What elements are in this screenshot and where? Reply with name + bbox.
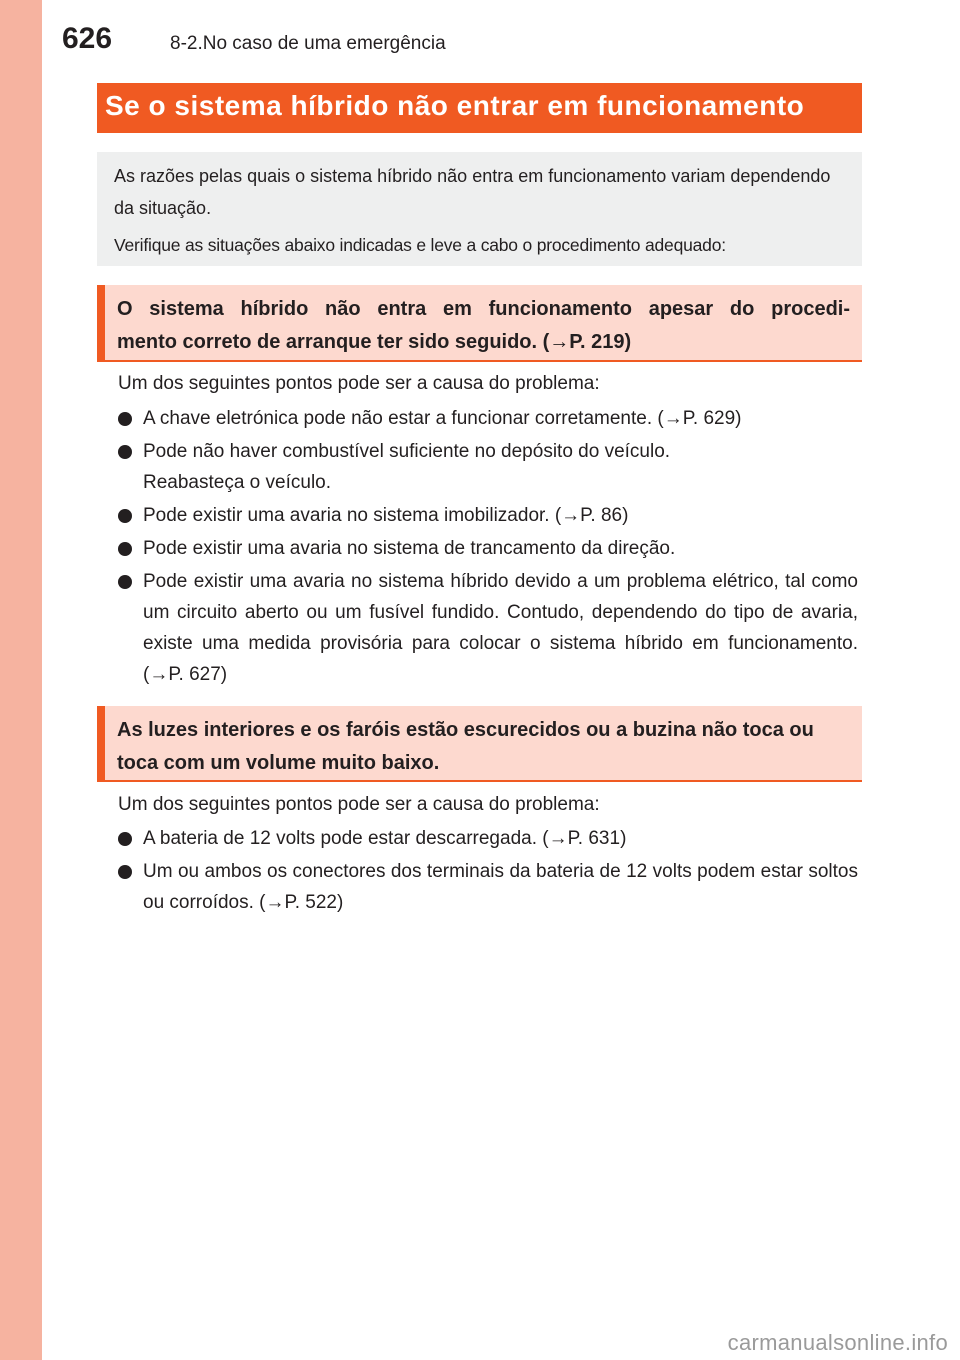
- section-lead: Um dos seguintes pontos pode ser a causa do problema:: [118, 794, 600, 815]
- bullet-icon: [118, 445, 132, 459]
- bullet-icon: [118, 509, 132, 523]
- list-item-text: Um ou ambos os conectores dos terminais da bateria de 12 volts podem estar soltos ou corroídos. (→P. 522): [143, 861, 858, 913]
- list-item-text: A chave eletrónica pode não estar a funcionar corretamente. (→P. 629): [143, 408, 742, 429]
- list-item-text: Pode não haver combustível suficiente no depósito do veículo.: [143, 441, 671, 462]
- bullet-icon: [118, 412, 132, 426]
- section-heading-line: mento correto de arranque ter sido seguido. (→P. 219): [117, 331, 632, 353]
- list-item: [118, 823, 858, 854]
- list-item: [118, 566, 858, 690]
- section-heading-line: O sistema híbrido não entra em funcionamento apesar do procedi-: [117, 298, 850, 320]
- section-heading-dim-lights: [97, 706, 862, 782]
- bullet-icon: [118, 832, 132, 846]
- page-number: 626: [62, 22, 113, 55]
- bullet-icon: [118, 575, 132, 589]
- section-lead: Um dos seguintes pontos pode ser a causa do problema:: [118, 373, 600, 394]
- section-heading-no-start: [97, 285, 862, 362]
- cause-list: [118, 403, 858, 692]
- list-item: [118, 403, 858, 434]
- chapter-title: 8-2.No caso de uma emergência: [170, 33, 446, 54]
- list-item-text: Reabasteça o veículo.: [143, 472, 332, 493]
- main-title: Se o sistema híbrido não entrar em funcionamento: [97, 83, 862, 133]
- side-color-strip: [0, 0, 42, 1360]
- bullet-icon: [118, 542, 132, 556]
- cause-list: [118, 823, 858, 920]
- intro-box: [97, 152, 862, 266]
- list-item: [118, 500, 858, 531]
- bullet-icon: [118, 865, 132, 879]
- watermark: carmanualsonline.info: [727, 1330, 948, 1355]
- list-item: [118, 856, 858, 918]
- list-item-text: Pode existir uma avaria no sistema imobilizador. (→P. 86): [143, 505, 629, 526]
- list-item-text: A bateria de 12 volts pode estar descarregada. (→P. 631): [143, 828, 627, 849]
- list-item: [118, 533, 858, 564]
- list-item-text: Pode existir uma avaria no sistema de trancamento da direção.: [143, 538, 676, 559]
- list-item: [118, 436, 858, 498]
- list-item-text: Pode existir uma avaria no sistema híbrido devido a um problema elétrico, tal como um circuito aberto ou um fusível fundido. Contudo, dependendo do tipo de avaria, existe uma medida provisória para colocar o sistema híbrido em funcionamento. (→P. 627): [143, 571, 858, 685]
- intro-paragraph: As razões pelas quais o sistema híbrido não entra em funcionamento variam dependendo da situação.: [114, 166, 831, 218]
- section-heading-text: As luzes interiores e os faróis estão escurecidos ou a buzina não toca ou toca com um volume muito baixo.: [117, 719, 814, 774]
- intro-instruction: Verifique as situações abaixo indicadas e leve a cabo o procedimento adequado:: [114, 235, 726, 255]
